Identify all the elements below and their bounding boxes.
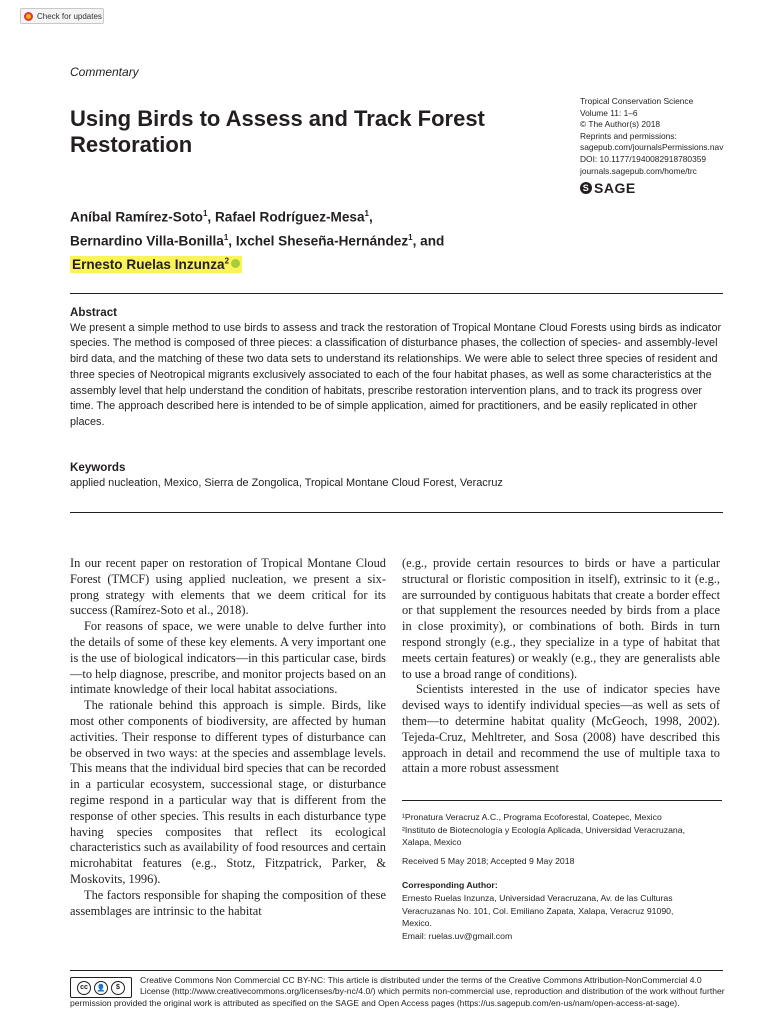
journal-name: Tropical Conservation Science (580, 96, 694, 106)
keywords-heading: Keywords (70, 461, 126, 474)
highlighted-author (70, 256, 242, 273)
journal-volume: Volume 11: 1–6 (580, 107, 638, 118)
author-name: Ernesto Ruelas Inzunza (72, 256, 225, 272)
journal-doi[interactable]: DOI: 10.1177/1940082918780359 (580, 153, 707, 164)
article-title: Using Birds to Assess and Track Forest Restoration (70, 106, 485, 157)
affiliation-mark: 2 (224, 256, 230, 266)
nc-icon: $ (111, 981, 125, 995)
crossmark-icon (24, 12, 33, 21)
journal-home-link[interactable]: journals.sagepub.com/home/trc (580, 165, 697, 176)
journal-info (580, 96, 760, 177)
journal-reprints: Reprints and permissions: (580, 130, 677, 141)
sage-s-icon: S (580, 182, 592, 194)
affiliation-mark: 1 (408, 232, 413, 242)
author-name: Ixchel Sheseña-Hernández (235, 233, 409, 249)
orcid-icon[interactable] (231, 259, 240, 268)
received-date: Received 5 May 2018; Accepted 9 May 2018 (402, 855, 575, 866)
section-label: Commentary (70, 65, 139, 79)
affiliation-mark: 1 (202, 209, 208, 218)
license-text (70, 975, 730, 1009)
corresponding-email[interactable]: Email: ruelas.uv@gmail.com (402, 930, 513, 941)
affiliation-2: ²Instituto de Biotecnología y Ecología Aplicada, Universidad Veracruzana, (402, 824, 685, 835)
author-name: Bernardino Villa-Bonilla (70, 233, 224, 249)
body-paragraph: The rationale behind this approach is simple. Birds, like most other components of biodiversity, are affected by human activities. Their response to different types of disturbance can be observed in two ways: at the species and assemblage levels. This means that the individual bird species that can be recorded in a particular ecosystem, successional stage, or disturbance regime respond in a particular way that is different from the response of other species. This results in each disturbance type having species composites that reflect its ecological characteristics such as availability of food resources and certain microhabitat features (e.g., Stotz, Fitzpatrick, Parker, & Moskovits, 1996). (70, 698, 386, 886)
author-list: Aníbal Ramírez-Soto$^1$, Rafael Rodríguez-Mesa$^1$, Bernardino Villa-Bonilla$^1$, Ixchel Sheseña-Hernández$^1$, and Ernesto Ruelas Inzunza$^2$ (70, 209, 445, 272)
keywords-text: applied nucleation, Mexico, Sierra de Zongolica, Tropical Montane Cloud Forest, Veracruz (70, 476, 503, 489)
check-for-updates-label: Check for updates (37, 11, 102, 21)
author-name: Aníbal Ramírez-Soto (70, 209, 203, 225)
sage-logo (580, 180, 636, 196)
body-paragraph: In our recent paper on restoration of Tropical Montane Cloud Forest (TMCF) using applied nucleation, we present a six-prong strategy with elements that we deem critical for its success (Ramírez-Soto et al., 2018). (70, 556, 386, 618)
check-for-updates-button[interactable] (20, 8, 104, 24)
abstract (70, 305, 722, 431)
divider (70, 512, 723, 513)
footnotes (402, 811, 724, 942)
journal-reprints-link[interactable]: sagepub.com/journalsPermissions.nav (580, 142, 724, 153)
abstract-text: We present a simple method to use birds to assess and track the restoration of Tropical Montane Cloud Forests using birds as indicator species. The method is composed of three pieces: a classification of disturbance phases, the collection of species- and assembly-level bird data, and the matching of these two data sets to understand its relationships. We were able to select three species of resident and three species of Neotropical migrants exclusively associated to each of the four habitat phases, as well as some characteristics at the assembly level that help understand the condition of habitats, prescribe restoration intervention plans, and to track its progress over time. The approach described here is intended to be of simple application, aimed for practitioners, and be easily replicated in other places. (70, 321, 722, 428)
sage-logo-text: SAGE (594, 180, 636, 196)
license-line[interactable]: License (http://www.creativecommons.org/licenses/by-nc/4.0/) which permits non-commercial use, reproduction and distribution of the work without further (140, 986, 725, 997)
affiliation-mark: 1 (223, 232, 229, 242)
affiliation-mark: 1 (364, 209, 369, 218)
license-line: permission provided the original work is attributed as specified on the SAGE and Open Access pages (https://us.sagepub.com/en-us/nam/open-access-at-sage). (70, 997, 680, 1008)
body-paragraph: Scientists interested in the use of indicator species have devised ways to identify individual species—as well as sets of them—to determine habitat quality (McGeoch, 1998, 2002). Tejeda-Cruz, Mehltreter, and Sosa (2008) have described this approach in detail and recommend the use of multiple taxa to attain a more robust assessment (402, 682, 720, 776)
corresponding-address: Ernesto Ruelas Inzunza, Universidad Veracruzana, Av. de las Culturas (402, 892, 673, 903)
journal-copyright: © The Author(s) 2018 (580, 119, 661, 130)
license-line: Creative Commons Non Commercial CC BY-NC: This article is distributed under the terms of the Creative Commons Attribution-NonCommercial 4.0 (140, 975, 702, 985)
keywords (70, 460, 722, 491)
corresponding-address: Mexico. (402, 918, 432, 929)
affiliation-1: ¹Pronatura Veracruz A.C., Programa Ecoforestal, Coatepec, Mexico (402, 812, 662, 822)
affiliation-2-cont: Xalapa, Mexico (402, 837, 462, 848)
cc-by-nc-logo[interactable] (70, 977, 132, 998)
body-paragraph: For reasons of space, we were unable to delve further into the details of some of these key elements. A very important one is the use of biological indicators—in this particular case, birds—to help diagnose, prescribe, and monitor projects based on an intimate knowledge of their local habitat associations. (70, 619, 386, 697)
corresponding-address: Veracruzanas No. 101, Col. Emiliano Zapata, Xalapa, Veracruz 91090, (402, 905, 674, 916)
footnote-divider (402, 800, 722, 801)
body-paragraph: (e.g., provide certain resources to birds or have a particular structural or floristic composition in itself), extrinsic to it (e.g., are surrounded by contiguous habitats that create a border effect or that supplement the resources needed by birds from a place in close proximity), or combinations of both. Birds in turn respond strongly (e.g., they specialize in a type of habitat that meets certain features) or weakly (e.g., they are generalists able to use a broad range of conditions). (402, 556, 721, 681)
divider (70, 293, 723, 294)
body-paragraph: The factors responsible for shaping the composition of these assemblages are intrinsic to the habitat (70, 887, 386, 918)
cc-icon: cc (77, 981, 91, 995)
abstract-heading: Abstract (70, 306, 118, 319)
corresponding-author-heading: Corresponding Author: (402, 880, 498, 891)
author-name: Rafael Rodríguez-Mesa (214, 209, 365, 225)
corresponding-author (402, 879, 724, 942)
license-divider (70, 970, 723, 971)
author-conjunction: and (420, 233, 445, 249)
body-column-right (402, 556, 720, 777)
body-column-left (70, 556, 386, 919)
by-icon: 👤 (94, 981, 108, 995)
